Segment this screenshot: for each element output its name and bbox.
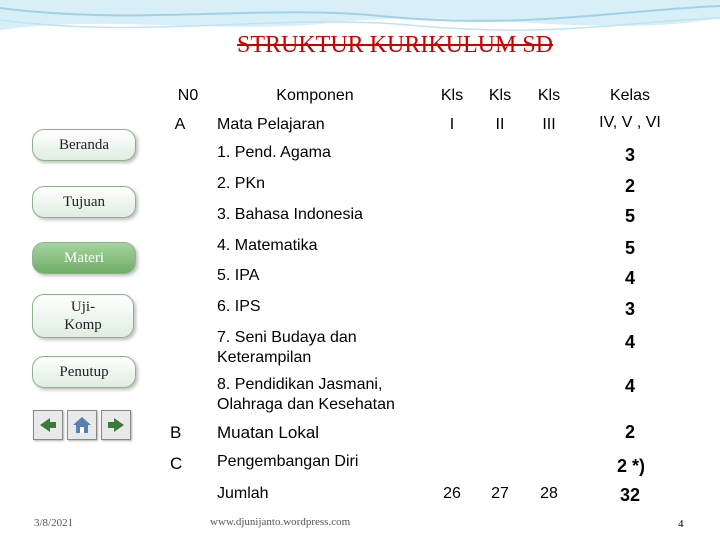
previous-arrow-button[interactable]	[33, 410, 63, 440]
subject-name: 1. Pend. Agama	[217, 144, 331, 161]
subheader-kelas: IV, V , VI	[599, 114, 661, 131]
section-a-label: Mata Pelajaran	[217, 116, 325, 133]
subject-name: 7. Seni Budaya dan Keterampilan	[217, 329, 357, 366]
jumlah-kelas: 32	[619, 485, 641, 505]
subject-value: 5	[624, 206, 635, 226]
subject-value: 4	[624, 268, 635, 288]
header-komponen: Komponen	[276, 87, 354, 104]
section-a-code: A	[174, 116, 186, 133]
home-button[interactable]	[67, 410, 97, 440]
header-kls-3: Kls	[537, 87, 561, 104]
pengembangan-diri-code: C	[170, 454, 183, 473]
home-icon	[72, 416, 92, 434]
subject-value: 5	[624, 238, 635, 258]
left-arrow-icon	[38, 417, 58, 433]
subheader-kls-1: I	[449, 116, 455, 133]
nav-beranda-button[interactable]: Beranda	[32, 129, 136, 161]
subject-name: 5. IPA	[217, 267, 260, 284]
nav-materi-button[interactable]: Materi	[32, 242, 136, 274]
subject-value: 4	[624, 332, 635, 352]
subheader-kls-2: II	[495, 116, 505, 133]
page-number: 4	[678, 518, 684, 530]
nav-penutup-button[interactable]: Penutup	[32, 356, 136, 388]
subject-name: 4. Matematika	[217, 237, 318, 254]
nav-uji-komp-button[interactable]: Uji-Komp	[32, 294, 134, 338]
muatan-lokal-label: Muatan Lokal	[217, 423, 320, 442]
subject-value: 3	[624, 299, 635, 319]
footer-url: www.djunijanto.wordpress.com	[210, 516, 351, 528]
subject-value: 2	[624, 176, 635, 196]
header-kelas: Kelas	[609, 87, 651, 104]
right-arrow-icon	[106, 417, 126, 433]
pengembangan-diri-label: Pengembangan Diri	[217, 453, 359, 470]
subject-name: 2. PKn	[217, 175, 266, 192]
subject-value: 3	[624, 145, 635, 165]
pengembangan-diri-value: 2 *)	[616, 456, 645, 476]
slide-title: STRUKTUR KURIKULUM SD	[236, 32, 554, 58]
muatan-lokal-value: 2	[624, 422, 635, 442]
nav-tujuan-button[interactable]: Tujuan	[32, 186, 136, 218]
subject-name: 8. Pendidikan Jasmani, Olahraga dan Kesehatan	[217, 376, 395, 413]
next-arrow-button[interactable]	[101, 410, 131, 440]
header-kls-1: Kls	[440, 87, 464, 104]
jumlah-kls-2: 27	[491, 485, 509, 502]
subject-name: 6. IPS	[217, 298, 261, 315]
subject-name: 3. Bahasa Indonesia	[217, 206, 363, 223]
header-kls-2: Kls	[488, 87, 512, 104]
header-no: N0	[177, 87, 199, 104]
slide-date: 3/8/2021	[34, 517, 74, 529]
subject-value: 4	[624, 376, 635, 396]
jumlah-label: Jumlah	[217, 485, 269, 502]
jumlah-kls-3: 28	[540, 485, 558, 502]
jumlah-kls-1: 26	[443, 485, 461, 502]
subheader-kls-3: III	[542, 116, 556, 133]
muatan-lokal-code: B	[170, 423, 182, 442]
